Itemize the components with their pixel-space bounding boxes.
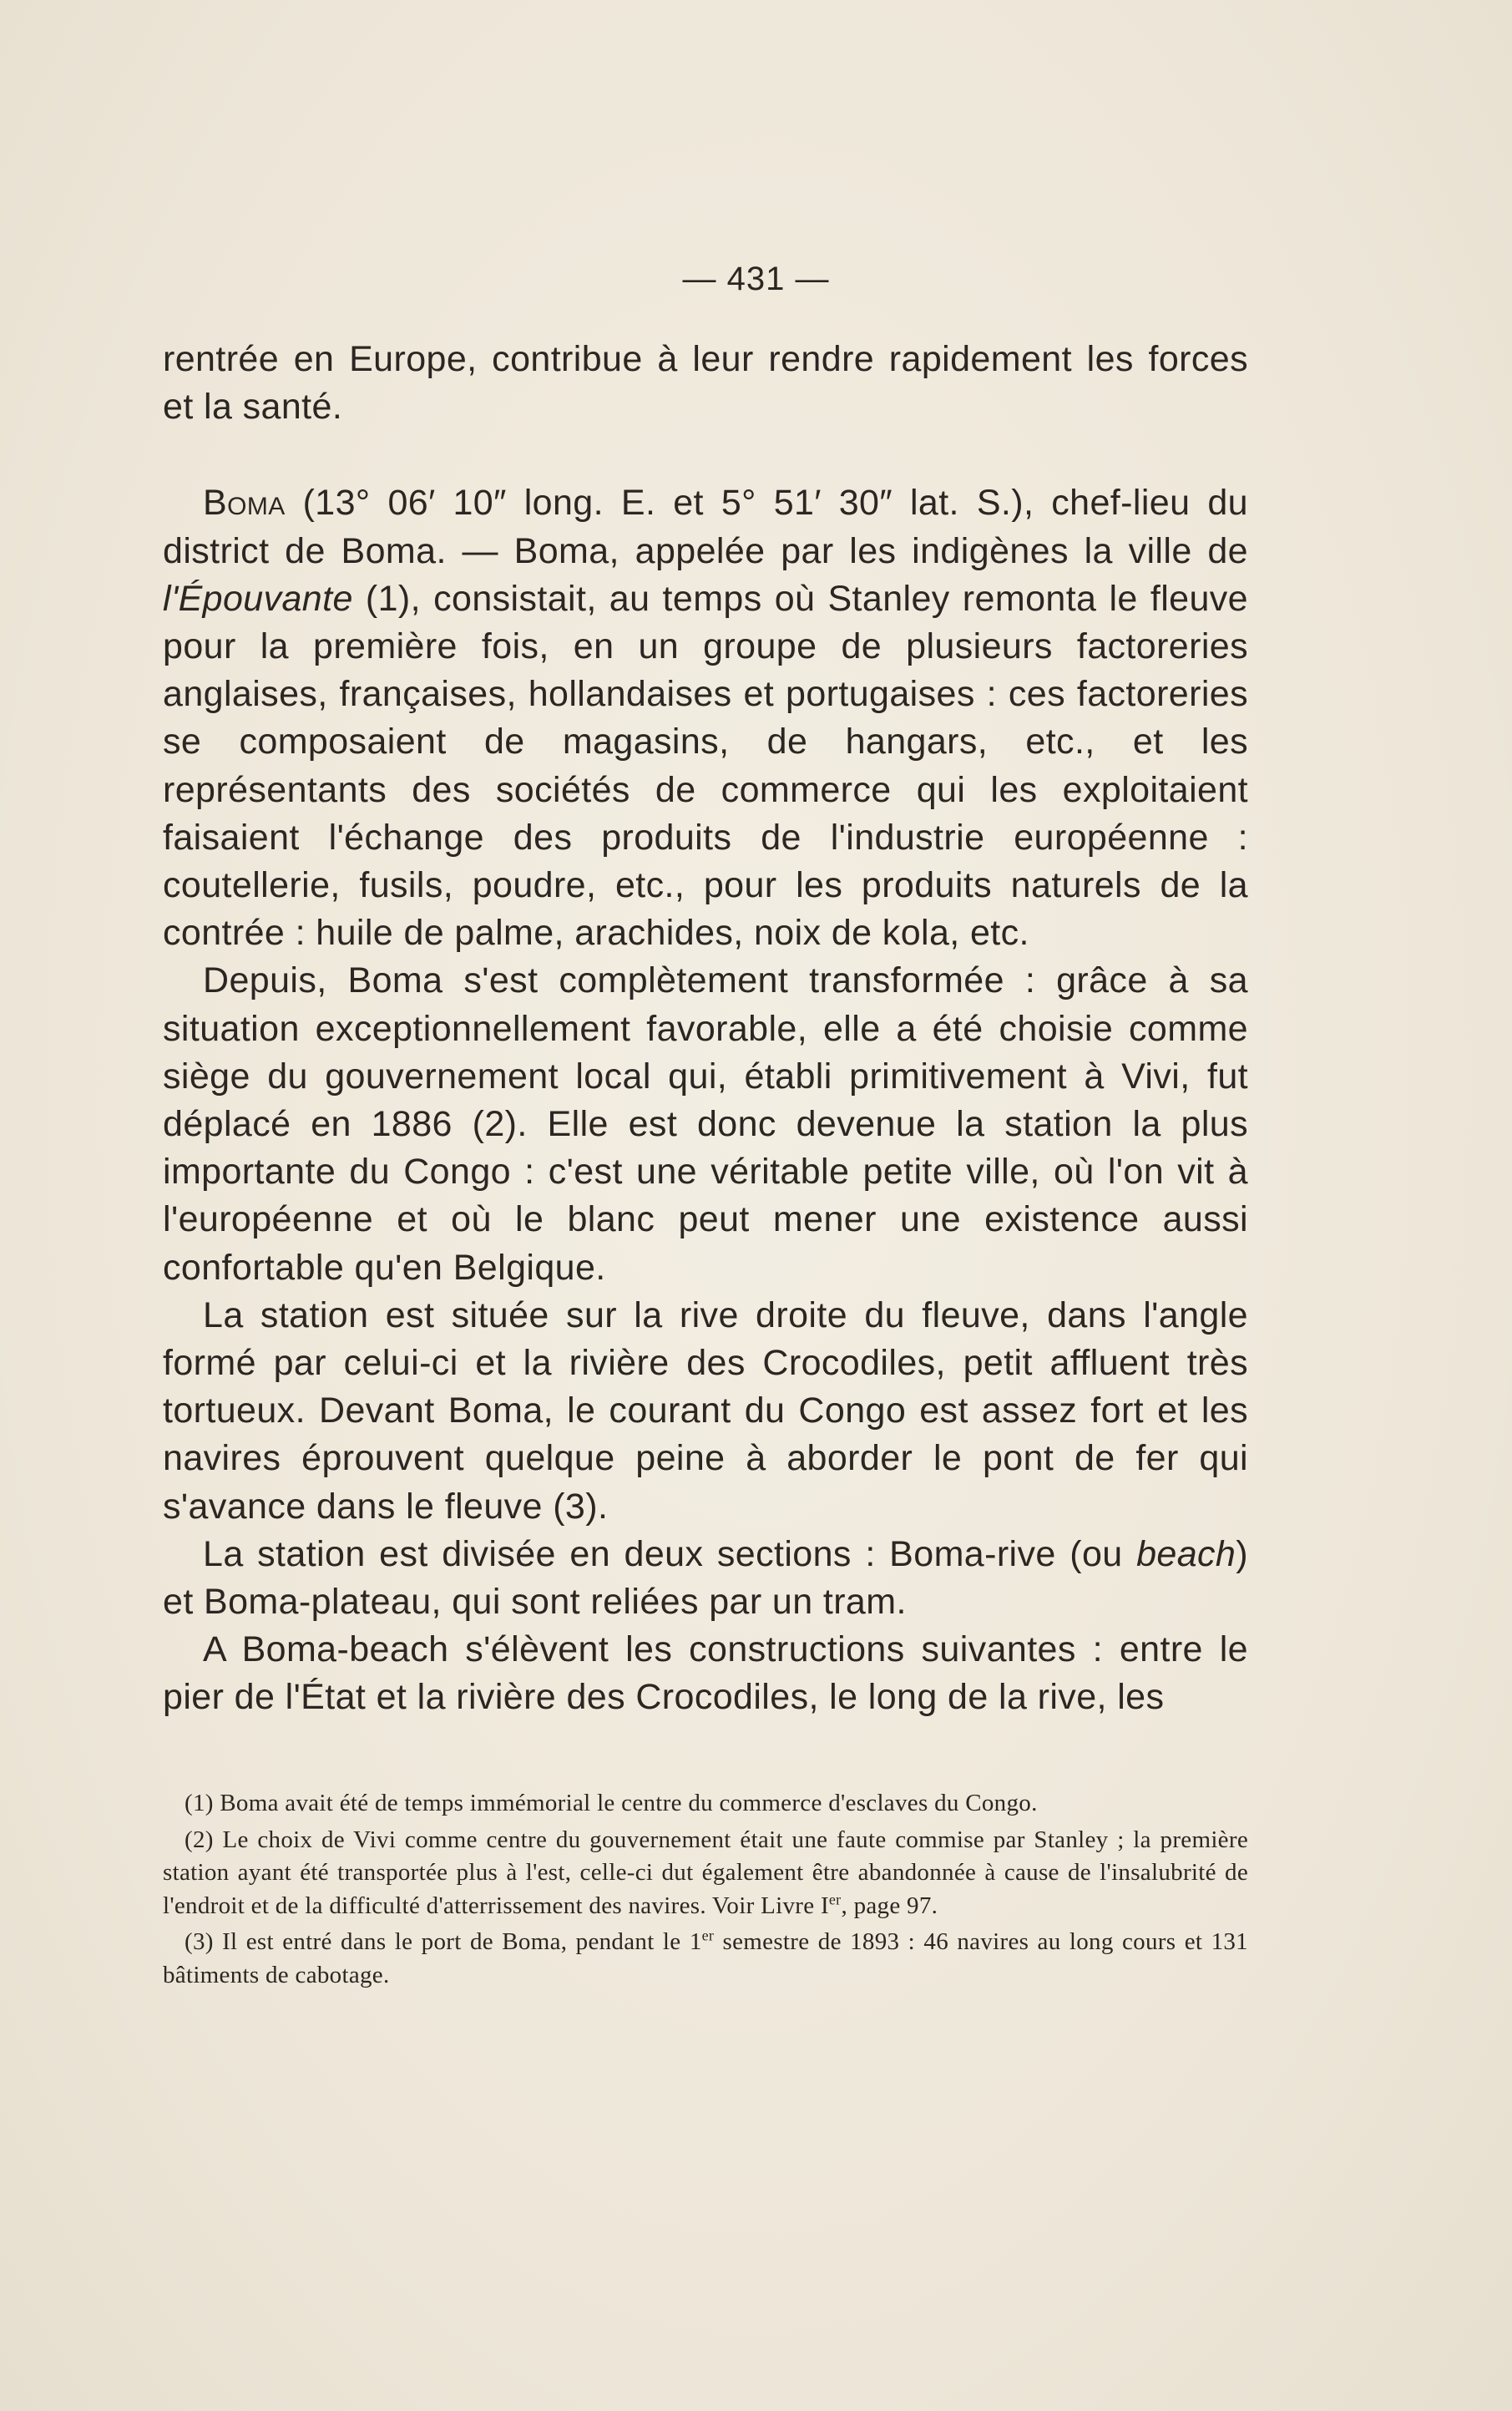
text-span: (13° 06′ 10″ long. E. et 5° 51′ 30″ lat. S.), chef-lieu du district de Boma. — Boma, appelée par les indigènes la ville de [163,483,1248,571]
paragraph-sections [163,1531,1248,1626]
page-number: — 431 — [682,261,830,297]
paragraph-location: La station est située sur la rive droite du fleuve, dans l'angle formé par celui-ci et la rivière des Crocodiles, petit affluent très tortueux. Devant Boma, le courant du Congo est assez fort et les navires éprouvent quelque peine à aborder le pont de fer qui s'avance dans le fleuve (3). [163,1294,1248,1527]
text-span: ) et Boma-plateau, qui sont reliées par un tram. [163,1533,1248,1623]
footnote-1: (1) Boma avait été de temps immémorial le centre du commerce d'esclaves du Congo. [185,1790,1038,1816]
body-text [163,336,1248,1722]
paragraph-boma-entry [163,479,1248,957]
superscript: er [701,1927,715,1944]
footnotes [163,1787,1248,1995]
italic-span: beach [1136,1533,1236,1574]
footnote-3 [163,1926,1248,1992]
paragraph-boma-beach: A Boma-beach s'élèvent les constructions suivantes : entre le pier de l'État et la rivière des Crocodiles, le long de la rive, les [163,1629,1248,1718]
paragraph-gap [163,431,1248,479]
text-span: (1), consistait, au temps où Stanley remonta le fleuve pour la première fois, en un groupe de plusieurs factoreries anglaises, françaises, hollandaises et portugaises : ces factoreries se composaient de magasins, de hangars, etc., et les représentants des sociétés de commerce qui les exploitaient faisaient l'échange des produits de l'industrie européenne : coutellerie, fusils, poudre, etc., pour les produits naturels de la contrée : huile de palme, arachides, noix de kola, etc. [163,578,1248,954]
entry-heading: Boma [203,483,286,524]
text-span: semestre de 1893 : 46 navires au long cours et 131 bâtiments de cabotage. [163,1928,1248,1988]
footnote-2 [163,1824,1248,1923]
italic-span: l'Épouvante [163,578,353,619]
text-span: (3) Il est entré dans le port de Boma, pendant le 1 [185,1928,702,1955]
superscript: er [828,1890,842,1907]
paragraph-continuation: rentrée en Europe, contribue à leur rendre rapidement les forces et la santé. [163,339,1248,428]
text-span: La station est divisée en deux sections : Boma-rive (ou [203,1533,1137,1574]
text-span: , page 97. [841,1892,938,1919]
text-span: (2) Le choix de Vivi comme centre du gouvernement était une faute commise par Stanley ; la première station ayant été transportée plus à l'est, celle-ci dut également être abandonnée à cause de l'insalubrité de l'endroit et de la difficulté d'atterrissement des navires. Voir Livre I [163,1826,1248,1919]
paragraph-transformation: Depuis, Boma s'est complètement transformée : grâce à sa situation exceptionnellement favorable, elle a été choisie comme siège du gouvernement local qui, établi primitivement à Vivi, fut déplacé en 1886 (2). Elle est donc devenue la station la plus importante du Congo : c'est une véritable petite ville, où l'on vit à l'européenne et où le blanc peut mener une existence aussi confortable qu'en Belgique. [163,960,1248,1288]
